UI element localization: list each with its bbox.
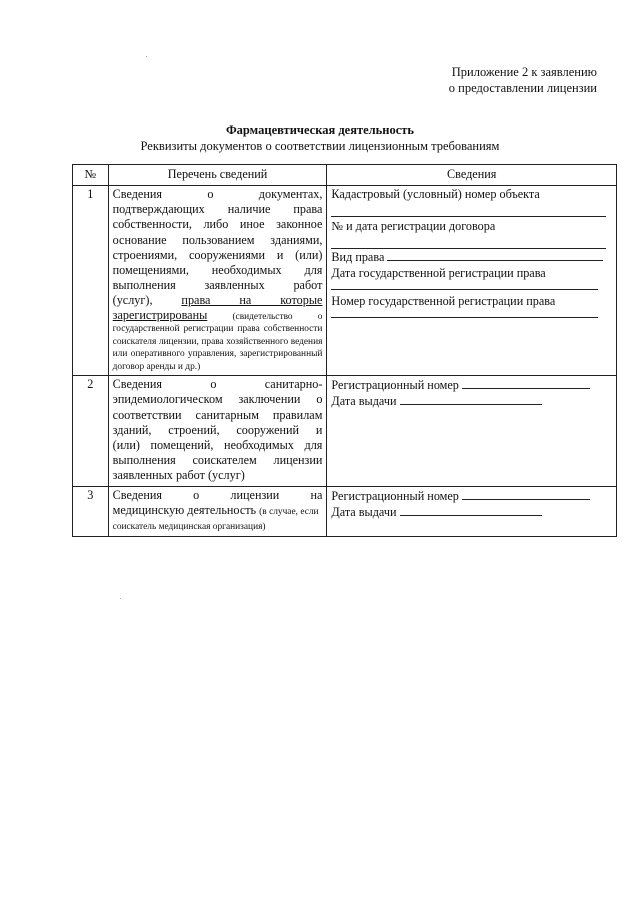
table-header-row bbox=[73, 165, 617, 186]
list-line: Сведения о документах, bbox=[112, 187, 323, 201]
issue-date-input-line[interactable] bbox=[400, 504, 542, 516]
list-line bbox=[113, 293, 323, 308]
header-list: Перечень сведений bbox=[108, 165, 327, 186]
list-line: выполнения заявленных работ bbox=[112, 278, 323, 293]
list-note: (в случае, если соискатель медицинская организация) bbox=[112, 506, 319, 533]
row-1-list bbox=[108, 186, 327, 376]
row-2-list bbox=[108, 376, 327, 486]
list-line: выполнения соискателем лицензии bbox=[112, 453, 323, 468]
row-2-num: 2 bbox=[73, 376, 109, 486]
reg-number-label: Регистрационный номер bbox=[331, 488, 459, 503]
cadastral-input-line[interactable] bbox=[331, 202, 606, 217]
list-note bbox=[113, 309, 323, 374]
issue-date-field bbox=[331, 393, 612, 409]
reg-date-field-label: Дата государственной регистрации права bbox=[331, 265, 546, 280]
issue-date-label: Дата выдачи bbox=[331, 504, 397, 519]
issue-date-input-line[interactable] bbox=[400, 393, 542, 405]
reg-number-input-line[interactable] bbox=[331, 309, 598, 318]
appendix-line-1: Приложение 2 к заявлению bbox=[451, 65, 597, 79]
contract-input-line[interactable] bbox=[331, 234, 606, 249]
list-line: зданий, строений, сооружений и bbox=[112, 422, 323, 437]
row-3-num: 3 bbox=[73, 486, 109, 536]
appendix-line-2: о предоставлении лицензии bbox=[448, 81, 597, 95]
header-num: № bbox=[73, 165, 109, 186]
list-registered: зарегистрированы bbox=[112, 307, 208, 322]
scan-speck bbox=[120, 598, 121, 599]
right-type-label: Вид права bbox=[331, 250, 385, 265]
table-row bbox=[73, 376, 617, 486]
list-tail-underlined: права на которые bbox=[181, 293, 323, 308]
row-3-list bbox=[108, 486, 327, 536]
contract-field-label: № и дата регистрации договора bbox=[331, 219, 496, 234]
right-type-input-line[interactable] bbox=[387, 249, 603, 261]
reg-number-input-line[interactable] bbox=[462, 377, 590, 389]
requisites-table bbox=[72, 164, 617, 537]
scan-speck bbox=[146, 56, 147, 57]
reg-number-input-line[interactable] bbox=[462, 488, 590, 500]
list-line: эпидемиологическом заключении о bbox=[112, 392, 323, 407]
list-line: собственности, либо иное законное bbox=[112, 217, 323, 232]
cadastral-field-label: Кадастровый (условный) номер объекта bbox=[331, 187, 540, 201]
list-note-text: (свидетельство о государственной регистрации права собственности соискателя лицензии, права хозяйственного ведения или оперативного управления, зарегистрированный договор аренды и др.) bbox=[112, 311, 323, 372]
row-1-info bbox=[327, 186, 617, 376]
document-subtitle: Реквизиты документов о соответствии лицензионным требованиям bbox=[140, 139, 500, 153]
reg-date-input-line[interactable] bbox=[331, 281, 598, 290]
appendix-note bbox=[449, 64, 597, 96]
row-1-num: 1 bbox=[73, 186, 109, 376]
list-line: строениями, сооружениями и (или) bbox=[112, 247, 323, 262]
row-3-info bbox=[327, 486, 617, 536]
list-plain: медицинскую деятельность bbox=[112, 502, 257, 517]
reg-number-field-label: Номер государственной регистрации права bbox=[331, 293, 556, 308]
reg-number-label: Регистрационный номер bbox=[331, 378, 459, 393]
right-type-field bbox=[331, 249, 612, 265]
reg-number-field bbox=[331, 377, 612, 393]
list-line bbox=[113, 503, 323, 534]
issue-date-label: Дата выдачи bbox=[331, 394, 397, 409]
list-line: заявленных работ (услуг) bbox=[112, 468, 245, 483]
list-line: Сведения о лицензии на bbox=[112, 487, 323, 502]
list-line: помещениями, необходимых для bbox=[112, 263, 323, 278]
issue-date-field bbox=[331, 504, 612, 520]
header-info: Сведения bbox=[327, 165, 617, 186]
table-row bbox=[73, 486, 617, 536]
list-line: Сведения о санитарно- bbox=[112, 377, 323, 392]
reg-number-field bbox=[331, 488, 612, 504]
table-row bbox=[73, 186, 617, 376]
list-tail-plain: (услуг), bbox=[112, 293, 153, 308]
list-line: соответствии санитарным правилам bbox=[112, 407, 323, 422]
row-2-info bbox=[327, 376, 617, 486]
list-line: (или) помещений, необходимых для bbox=[112, 437, 323, 452]
list-line: подтверждающих наличие права bbox=[112, 202, 323, 217]
list-line: основание пользованием зданиями, bbox=[112, 232, 323, 247]
document-title: Фармацевтическая деятельность bbox=[225, 123, 415, 137]
